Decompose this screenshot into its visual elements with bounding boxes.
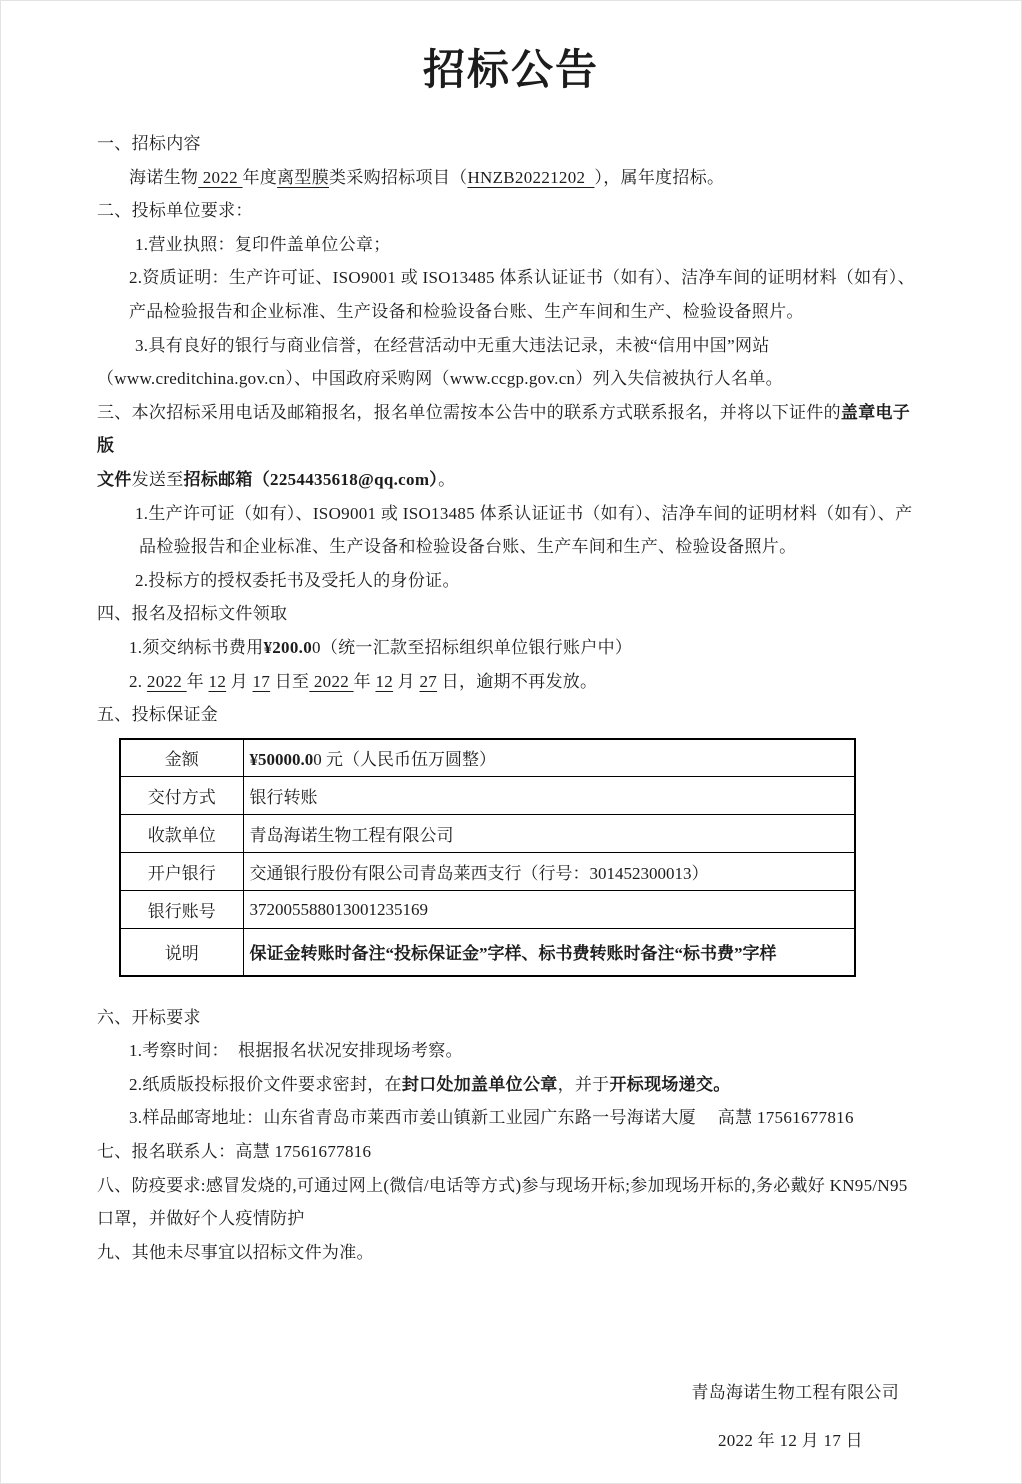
table-row-payment-method — [120, 777, 855, 815]
section-3-heading-line-2: 文件发送至招标邮箱（2254435618@qq.com）。 — [97, 469, 456, 489]
section-5-heading: 五、投标保证金 — [97, 705, 219, 725]
row-value-note: 保证金转账时备注“投标保证金”字样、标书费转账时备注“标书费”字样 — [243, 929, 855, 976]
row-value-amount: ¥50000.00 元（人民币伍万圆整） — [243, 739, 855, 777]
table-row-bank — [120, 853, 855, 891]
section-3-heading-line-1: 三、本次招标采用电话及邮箱报名，报名单位需按本公告中的联系方式联系报名，并将以下证件的盖章电子版 — [97, 402, 911, 456]
row-value-payment-method: 银行转账 — [243, 777, 855, 815]
bid-bond-table — [119, 738, 856, 977]
section-1-heading: 一、招标内容 — [97, 134, 201, 153]
table-row-amount — [120, 739, 855, 777]
section-3-item-1-line-1: 1.生产许可证（如有）、ISO9001 或 ISO13485 体系认证证书（如有）、洁净车间的证明材料（如有）、产 — [135, 503, 913, 523]
section-2-item-3-line-1: 3.具有良好的银行与商业信誉，在经营活动中无重大违法记录，未被“信用中国”网站 — [135, 335, 770, 355]
table-row-note — [120, 929, 855, 976]
signature-company: 青岛海诺生物工程有限公司 — [691, 1383, 899, 1403]
section-2-item-1: 1.营业执照：复印件盖单位公章； — [135, 234, 391, 254]
row-value-payee: 青岛海诺生物工程有限公司 — [243, 815, 855, 853]
section-9-line: 九、其他未尽事宜以招标文件为准。 — [97, 1242, 374, 1262]
document-title: 招标公告 — [422, 48, 599, 94]
section-8-line-2: 口罩，并做好个人疫情防护 — [97, 1209, 305, 1229]
section-6-item-2: 2.纸质版投标报价文件要求密封，在封口处加盖单位公章，并于开标现场递交。 — [129, 1074, 731, 1094]
section-2-item-3-line-2: （www.creditchina.gov.cn）、中国政府采购网（www.ccgp.gov.cn）列入失信被执行人名单。 — [97, 369, 783, 389]
row-value-account: 372005588013001235169 — [243, 891, 855, 929]
section-6-heading: 六、开标要求 — [97, 1007, 201, 1027]
section-2-heading: 二、投标单位要求： — [97, 201, 253, 221]
table-row-account — [120, 891, 855, 929]
section-4-item-2: 2. 2022 年 12 月 17 日至 2022 年 12 月 27 日，逾期不再发放。 — [129, 671, 598, 691]
row-label-payee: 收款单位 — [120, 815, 243, 853]
row-label-account: 银行账号 — [120, 891, 243, 929]
section-7-contact-line: 七、报名联系人：高慧 17561677816 — [97, 1142, 372, 1162]
section-2-item-2-line-2: 产品检验报告和企业标准、生产设备和检验设备台账、生产车间和生产、检验设备照片。 — [129, 301, 804, 321]
table-row-payee — [120, 815, 855, 853]
section-2-item-2-line-1: 2.资质证明：生产许可证、ISO9001 或 ISO13485 体系认证证书（如有）、洁净车间的证明材料（如有）、 — [129, 268, 915, 288]
section-3-item-1-line-2: 品检验报告和企业标准、生产设备和检验设备台账、生产车间和生产、检验设备照片。 — [139, 537, 797, 557]
section-3-item-2: 2.投标方的授权委托书及受托人的身份证。 — [135, 570, 460, 590]
section-6-item-1: 1.考察时间： 根据报名状况安排现场考察。 — [129, 1041, 463, 1061]
row-label-payment-method: 交付方式 — [120, 777, 243, 815]
row-value-bank: 交通银行股份有限公司青岛莱西支行（行号：301452300013） — [243, 853, 855, 891]
row-label-bank: 开户银行 — [120, 853, 243, 891]
tender-project-line: 海诺生物 2022 年度离型膜类采购招标项目（HNZB20221202 ），属年度招标。 — [129, 167, 725, 187]
section-8-line-1: 八、防疫要求:感冒发烧的,可通过网上(微信/电话等方式)参与现场开标;参加现场开标的,务必戴好 KN95/N95 — [97, 1175, 908, 1195]
section-4-heading: 四、报名及招标文件领取 — [97, 604, 288, 624]
row-label-note: 说明 — [120, 929, 243, 976]
signature-block — [97, 1376, 925, 1457]
section-4-item-1: 1.须交纳标书费用¥200.00（统一汇款至招标组织单位银行账户中） — [129, 637, 633, 657]
row-label-amount: 金额 — [120, 739, 243, 777]
section-6-item-3: 3.样品邮寄地址：山东省青岛市莱西市姜山镇新工业园广东路一号海诺大厦 高慧 17561677816 — [129, 1108, 854, 1128]
signature-date: 2022 年 12 月 17 日 — [717, 1431, 863, 1451]
